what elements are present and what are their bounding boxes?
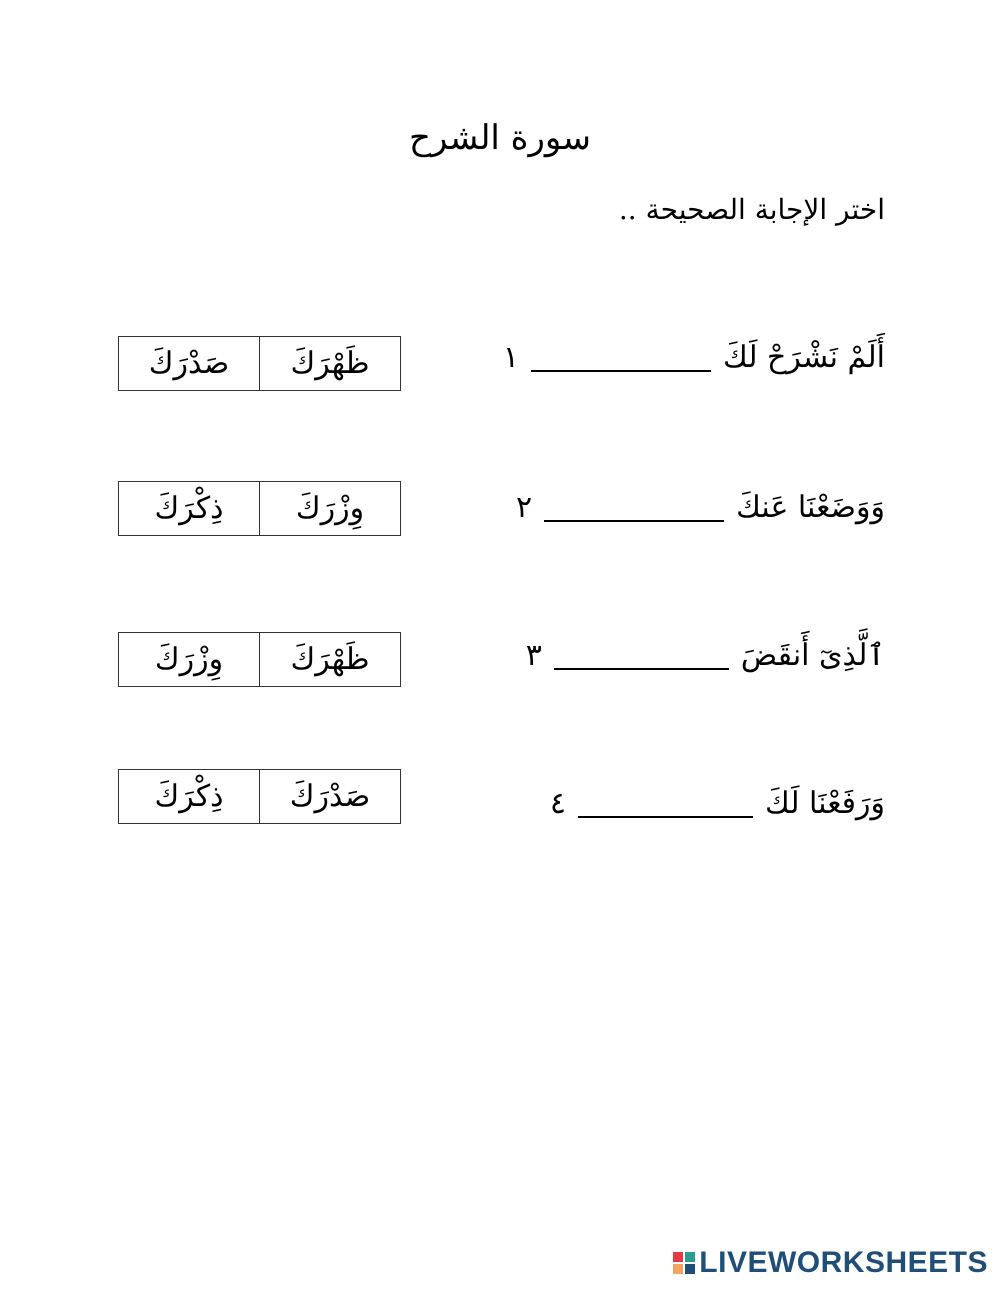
answer-blank[interactable] <box>554 642 729 670</box>
question-text: أَلَمْ نَشْرَحْ لَكَ <box>723 340 885 375</box>
answer-blank[interactable] <box>578 790 753 818</box>
choices-1 <box>118 336 401 391</box>
liveworksheets-logo-icon <box>673 1252 695 1274</box>
question-number: ١ <box>502 340 520 375</box>
answer-blank[interactable] <box>544 494 724 522</box>
choice-option[interactable]: صَدْرَكَ <box>259 770 400 823</box>
question-1 <box>503 340 885 375</box>
question-2 <box>516 490 885 525</box>
question-text: وَرَفَعْنَا لَكَ <box>765 786 885 821</box>
choices-4 <box>118 769 401 824</box>
question-3 <box>526 638 885 673</box>
question-number: ٣ <box>525 638 542 673</box>
question-text: ٱلَّذِىٓ أَنقَضَ <box>740 638 885 673</box>
choices-2 <box>118 481 401 536</box>
choices-3 <box>118 632 401 687</box>
instruction-text: اختر الإجابة الصحيحة .. <box>618 193 885 226</box>
question-text: وَوَضَعْنَا عَنكَ <box>736 490 885 525</box>
choice-option[interactable]: ذِكْرَكَ <box>154 779 224 814</box>
question-number: ٢ <box>515 490 533 525</box>
question-number: ٤ <box>549 786 567 821</box>
worksheet-title: سورة الشرح <box>409 118 591 158</box>
watermark-text: LIVEWORKSHEETS <box>699 1246 988 1279</box>
choice-option[interactable]: ظَهْرَكَ <box>259 633 400 686</box>
liveworksheets-watermark <box>673 1246 988 1280</box>
choice-option[interactable]: ذِكْرَكَ <box>154 491 224 526</box>
question-4 <box>550 786 885 821</box>
choice-option[interactable]: وِزْرَكَ <box>259 482 400 535</box>
choice-option[interactable]: ظَهْرَكَ <box>259 337 400 390</box>
answer-blank[interactable] <box>531 344 711 372</box>
choice-option[interactable]: وِزْرَكَ <box>154 642 224 677</box>
choice-option[interactable]: صَدْرَكَ <box>148 346 230 381</box>
